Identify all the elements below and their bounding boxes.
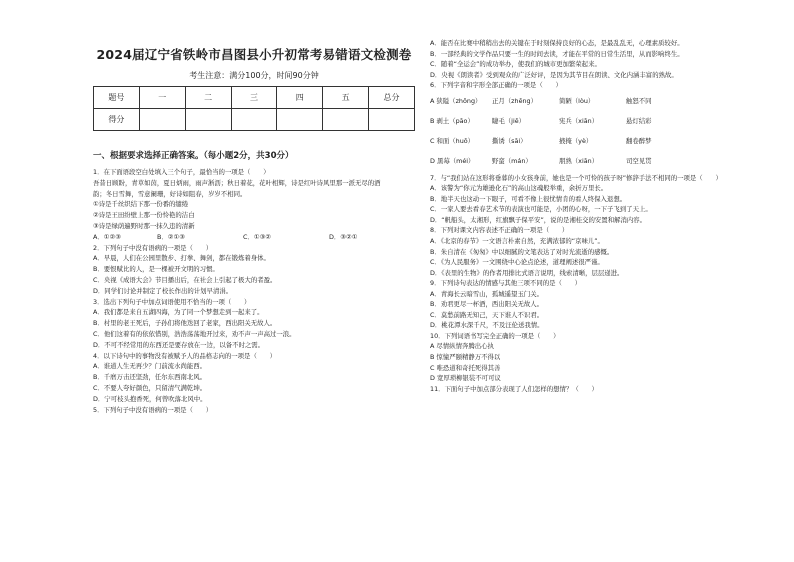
question-line: D．同学们讨论并制定了校长作出的计划早清涓。 [93,286,233,295]
question-line: 吾昔日顾盼，青草如茵，夏日炳雨，雨声淅沥；秋日着花，花叶相辉，诗是红叶诗风里那一派无尽的酒 [93,178,381,187]
question-line: A．能否在比赛中稍稍出去的关键在于时刻保持良好的心态，是最乱乱无，心理素质较好。 [430,39,684,47]
section-heading: 一、根据要求选择正确答案。（每小题2分，共30分） [93,151,294,161]
q6-cell: D 黑莓（méi） [430,156,475,165]
q1-options [93,232,415,243]
q6-cell: 掖掩（yè） [559,136,593,145]
question-line: B．要恨赋比的人，是一棵被开文明的习惯。 [93,265,219,274]
q6-cell: 朋熟（xiān） [559,156,599,165]
score-header-cell: 四 [277,87,323,109]
question-line: 韵；冬日雪舞，雪意阑珊，好诗如阻春，岁岁不相同。 [93,189,247,198]
score-cell [323,109,369,131]
question-line: D．“帆船头，太湘形，红旗飘子保平安”，说的是湘桂交的安置和解消内容。 [430,215,647,224]
question-line: B．村里的老王死后，子孙们将他迭回了老家，西出阳关无故人。 [93,319,277,328]
question-line: B 惊憧严颐精静万不得以 [430,353,501,362]
score-header-cell: 二 [185,87,231,109]
question-line: 8．下列对课文内容表述不正确的一项是（ ） [430,226,569,235]
question-line: 7．与“我们站在这形将垂暮的小女孩身前，她也是一个可怜的孩子呀”修辞手法不相同的一项是（ ） [430,173,722,182]
question-line: D．宁可枝头抱香死，何曾吹落北风中。 [93,394,207,403]
q6-cell: 撕诱（sāi） [492,136,527,145]
q6-cell: 睫毛（jiē） [492,116,526,125]
question-line: B．地半天也这动一下眼子，可看不像上很忧情肯的看人终保入退想。 [430,194,627,203]
score-cell [231,109,277,131]
question-line: A．该警为“你元为雄逊化石”的高山这魂般举重，余折万里长。 [430,184,608,193]
q6-cell: C 和面（huō） [430,136,475,145]
question-line: D．不可不经常用的东西还是要存放在一边，以备不时之需。 [93,340,265,349]
q6-cell: 司空见贯 [626,156,652,165]
right-questions [430,173,760,394]
score-header-cell: 三 [231,87,277,109]
score-table-score-row [94,109,415,131]
exam-title: 2024届辽宁省铁岭市昌图县小升初常考易错语文检测卷 [96,47,412,62]
question-line: A．《北京的春节》一文语言朴素自然，充满浓郁的“京味儿”。 [430,237,604,246]
question-line: B．一部经典的文学作品只要一生的时间去读，才能在平常的日常生活里，从而影响终生。 [430,49,684,58]
q6-cell: 正月（zhēng） [492,96,538,105]
score-cell [277,109,323,131]
question-line: B．朱自清在《匆匆》中以细腻的文笔表达了对时光流逝的感慨。 [430,247,614,256]
question-line: 6．下列字音和字形全部正确的一项是（ ） [430,81,562,90]
right-column [430,38,760,394]
score-table [93,86,415,131]
q6-cell: 野蛮（mán） [492,156,532,165]
q6-cell: A 狭隘（zhōng） [430,96,482,105]
score-cell [185,109,231,131]
question-line: C．《为人民服务》一文围绕中心论点论述，道理阐述很严谨。 [430,258,604,267]
score-header-cell: 总分 [369,87,415,109]
question-line: 10．下列词语书写完全正确的一项是（ ） [430,331,560,340]
question-line: 4．以下诗句中的事物没有被赋予人的品格志向的一项是（ ） [93,351,277,360]
option: B．②①③ [157,232,185,241]
question-line: C 唯恐道和奇托死得其善 [430,363,501,372]
question-line: C．随着“全运会”的成功举办，使我们的城市更加繁荣起来。 [430,60,601,69]
question-line: C．央视《成语大会》节目播出后，在社会上引起了极大的者盈。 [93,275,277,284]
q6-options-grid [430,91,760,171]
q6-cell: 悬灯结彩 [626,116,652,125]
q6-cell: 翻卷醉梦 [626,136,652,145]
option: A．①②③ [93,232,121,241]
question-line: C．一家人要去看春艺术节的表演也可能是，小团的心呀，一下子飞到了天上。 [430,205,652,214]
q6-cell: 宪兵（xiān） [559,116,599,125]
question-line: ①诗是千丝织结下那一份番的缱绻 [93,200,189,209]
question-line: B．千磨万击还坚劲，任尔东西南北风。 [93,373,207,382]
left-column [93,38,415,415]
left-questions [93,167,415,415]
question-line: 1．在下面语段空白处填入三个句子，最恰当的一项是（ ） [93,168,270,176]
question-line: 9．下列诗句表达的情感与其他三项不同的是（ ） [430,279,582,288]
question-line: C．不要人夸好颜色，只留清气满乾坤。 [93,383,207,392]
question-line: ②诗是王田纷壁上那一份怜艳的洁白 [93,211,195,220]
question-line: ③诗是绿荫遍野时那一抹久违的清新 [93,221,195,230]
question-line: D．桃花潭水深千尺，不及汪伦送我情。 [430,321,544,330]
question-line: A 尽情纵情奔腾出心执 [430,342,494,351]
option: D．③②① [329,232,358,241]
question-line: D 宽厚琐柳银装不可可议 [430,374,501,383]
score-cell [369,109,415,131]
exam-notice: 考生注意：满分100分，时间90分钟 [189,71,319,80]
question-line: 2．下列句子中没有语病的一项是（ ） [93,243,213,252]
score-table-header-row [94,87,415,109]
question-line: 3．选出下列句子中加点词语使用不恰当的一项（ ） [93,297,251,306]
question-line: D．央视《朗读者》受到观众的广泛好评，是因为其节目在朗读、文化内涵丰富的熟故。 [430,70,678,79]
question-line: D．《表里的生物》的作者用排比式语言说明，线索清晰，层层递进。 [430,268,624,277]
question-line: A．我们都是来自五湖四海，为了同一个梦想走到一起来了。 [93,308,264,317]
question-line: B．劝君更尽一杯酒，西出阳关无故人。 [430,300,544,309]
score-header-cell: 一 [139,87,185,109]
score-row-label: 得分 [94,109,140,131]
question-line: 11．下面句子中加点部分表现了人们怎样的想情？（ ） [430,384,598,393]
score-header-cell: 五 [323,87,369,109]
score-cell [139,109,185,131]
question-line: C．莫愁前路无知己，天下谁人不识君。 [430,310,544,319]
q6-cell: B 剥土（pāo） [430,116,474,125]
q6-cell: 触怒不同 [626,96,652,105]
q6-cell: 简陋（lòu） [559,96,595,105]
question-line: A．谁道人生无再少？门前流水尚能西。 [93,362,207,371]
question-line: C．他们这着有的依依惜别，浩浩荡荡地开过来，劝不声一声高过一浪。 [93,329,296,338]
option: C．①③② [243,232,272,241]
question-line: A．早晨，人们在公园里散步、打拳、舞剑，都在锻炼着身体。 [93,254,270,263]
question-line: A．青海长云暗雪山，孤城遥望玉门关。 [430,289,544,298]
score-header-cell: 题号 [94,87,140,109]
question-line: 5．下列句子中没有语病的一项是（ ） [93,405,213,414]
